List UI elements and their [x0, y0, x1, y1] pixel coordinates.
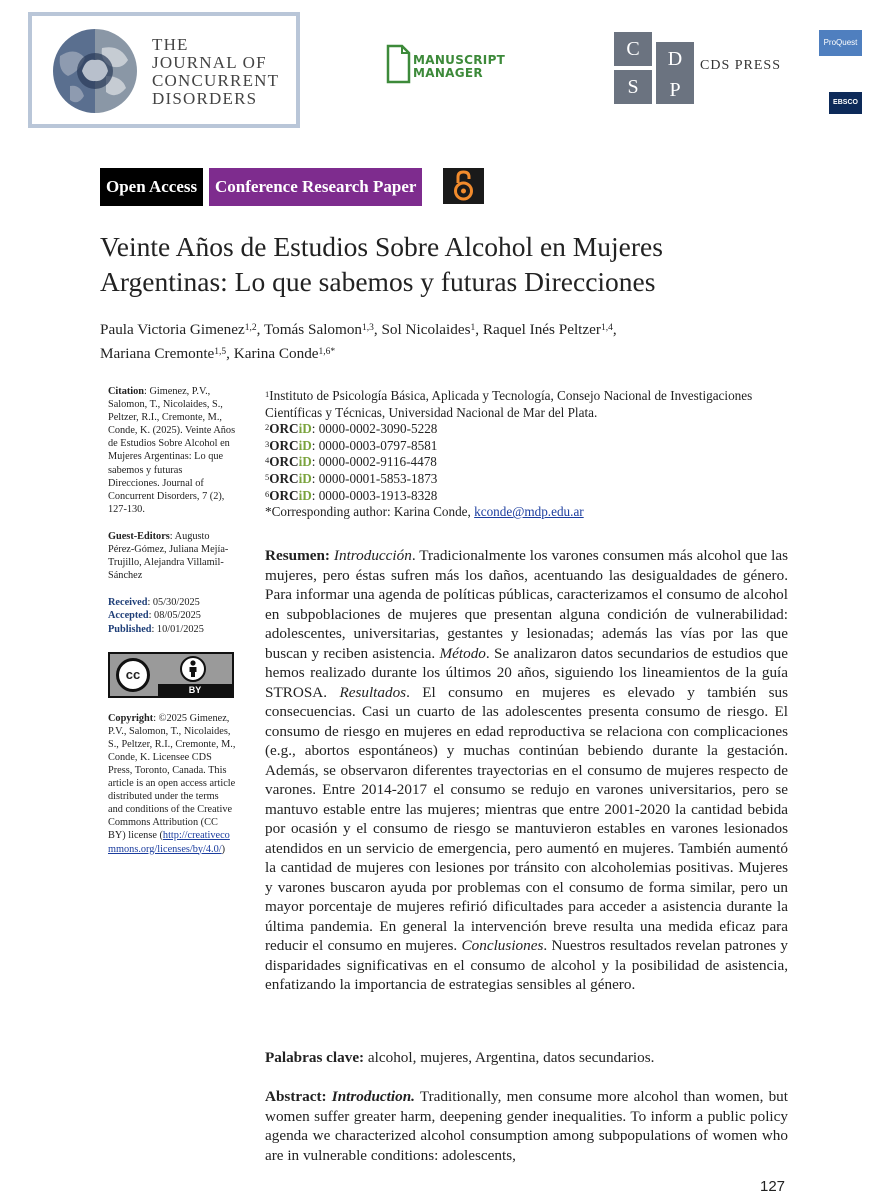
author-affil: 1,5 [214, 347, 227, 357]
orcid-label: ORC [269, 437, 299, 453]
author-sep: , [612, 321, 617, 338]
orcid-label: ORC [269, 421, 299, 437]
citation-text: : Gimenez, P.V., Salomon, T., Nicolaides, S., Peltzer, R.I., Cremonte, M., Conde, K. (2025). Veinte Años de Estudios Sobre Alcohol en Mujeres Argentinas: Lo que sabemos y futuras Direcciones. Journal of Concurrent Disorders, 7 (2), 127-130. [108, 386, 236, 515]
cds-letter: S [614, 70, 652, 104]
attribution-person-icon [180, 656, 206, 682]
mm-line: MANAGER [413, 66, 483, 80]
document-icon [385, 42, 411, 86]
accepted-date: : 08/05/2025 [148, 610, 201, 622]
received-label: Received [108, 597, 148, 609]
author-name: Karina Conde [233, 345, 319, 362]
article-sidebar [108, 385, 236, 870]
author-name: Mariana Cremonte [100, 345, 215, 362]
orcid-sup: 5 [265, 471, 270, 482]
resumen-paragraph [265, 546, 788, 995]
journal-name-line: DISORDERS [152, 89, 258, 108]
orcid-label: ORC [269, 470, 299, 486]
resumen-method: . Se analizaron datos secundarios de estudios que hemos realizado durante los últimos 20 años, siguiendo los lineamientos de la guía STROSA. [265, 644, 788, 701]
abstract-label: Abstract: [265, 1088, 327, 1105]
orcid-value: : 0000-0002-9116-4478 [311, 454, 437, 470]
orcid-value: : 0000-0002-3090-5228 [311, 421, 438, 437]
orcid-label: ORC [269, 487, 299, 503]
author-sep: , [256, 321, 264, 338]
cds-press-logo [614, 32, 694, 104]
author-affil: 1,4 [600, 323, 613, 333]
received-date: : 05/30/2025 [147, 597, 200, 609]
orcid-line [265, 488, 788, 505]
page-number: 127 [760, 1178, 786, 1195]
cc-by-license-badge[interactable] [108, 652, 234, 698]
citation-block [108, 385, 236, 516]
orcid-value: : 0000-0003-0797-8581 [311, 437, 438, 453]
author-affil: 1 [470, 323, 476, 333]
abstract-intro: Traditionally, men consume more alcohol than women, but women suffer greater harm, deepening gender inequalities. To inform a public policy agenda we characterized alcohol consumption among subpopulations of women who are in vulnerable conditions: adolescents, [265, 1088, 788, 1164]
ebsco-logo: EBSCO [829, 92, 862, 114]
cds-letter: D [656, 42, 694, 76]
orcid-line [265, 454, 788, 471]
orcid-id-label: iD [298, 421, 312, 437]
affiliation [265, 388, 788, 421]
keywords-paragraph [265, 1048, 788, 1068]
title-line: Veinte Años de Estudios Sobre Alcohol en Mujeres [100, 231, 663, 262]
author-sep: , [373, 321, 382, 338]
guest-editors-label: Guest-Editors [108, 530, 170, 542]
guest-editors-block [108, 530, 236, 582]
resumen-intro: . Tradicionalmente los varones consumen más alcohol que las mujeres, pero éstas sufren más los daños, acentuando las desigualdades de género. Para informar una agenda de políticas públicas, caracterizamos el consumo de alcohol en subpoblaciones de mujeres que presentan alguna condición de vulnerabilidad: adolescentes, universitarias, gestantes y lesionadas; además las vías por las que buscan y reciben asistencia. [265, 547, 788, 662]
globe-brain-icon [50, 26, 140, 116]
paper-type-badge: Conference Research Paper [209, 168, 422, 206]
copyright-block: Copyright: ©2025 Gimenez, P.V., Salomon, T., Nicolaides, S., Peltzer, R.I., Cremonte, M., Conde, K. Licensee CDS Press, Toronto, Canada. This article is an open access article distributed under the terms and conditions of the Creative Commons Attribution (CC BY) license (http://creativecommons.org/licenses/by/4.0/) [108, 712, 236, 855]
accepted-label: Accepted [108, 610, 149, 622]
article-title [100, 229, 800, 299]
copyright-text: : ©2025 Gimenez, P.V., Salomon, T., Nicolaides, S., Peltzer, R.I., Cremonte, M., Conde, K. Licensee CDS Press, Toronto, Canada. This article is an open access article distributed under the terms and conditions of the Creative Commons Attribution (CC BY) license [108, 712, 236, 842]
author-list [100, 318, 800, 366]
abstract-paragraph [265, 1087, 788, 1165]
cds-press-text: CDS PRESS [700, 58, 781, 73]
resumen-conclusions: . Nuestros resultados revelan patrones y disparidades significativas en el consumo de alcohol y la posibilidad de asistencia, enfatizando la importancia de estrategias sensibles al género. [265, 937, 788, 993]
abstract-intro-label: Introduction. [331, 1088, 415, 1105]
orcid-id-label: iD [298, 454, 312, 470]
proquest-logo: ProQuest [819, 30, 862, 56]
journal-name-line: CONCURRENT [152, 71, 280, 90]
by-label: BY [158, 684, 232, 696]
orcid-label: ORC [269, 454, 299, 470]
orcid-id-label: iD [298, 487, 312, 503]
orcid-line [265, 421, 788, 438]
journal-name-line: JOURNAL OF [152, 53, 267, 72]
journal-logo [28, 12, 300, 128]
cds-letter: P [656, 76, 694, 104]
author-name: Tomás Salomon [263, 321, 363, 338]
published-label: Published [108, 623, 152, 635]
manuscript-manager-logo [385, 40, 505, 90]
title-line: Argentinas: Lo que sabemos y futuras Direcciones [100, 266, 656, 297]
manuscript-manager-text [413, 54, 505, 80]
orcid-id-label: iD [298, 470, 312, 486]
cc-icon: cc [116, 658, 150, 692]
orcid-sup: 4 [265, 455, 270, 466]
keywords-text: alcohol, mujeres, Argentina, datos secundarios. [364, 1049, 655, 1066]
author-name: Sol Nicolaides [381, 321, 471, 338]
orcid-value: : 0000-0001-5853-1873 [311, 470, 438, 486]
resumen-label: Resumen: [265, 547, 330, 564]
affiliation-text: Instituto de Psicología Básica, Aplicada y Tecnología, Consejo Nacional de Investigaciones Científicas y Técnicas, Universidad Nacional de Mar del Plata. [265, 388, 753, 420]
author-sep: , [226, 345, 234, 362]
open-access-badge: Open Access [100, 168, 203, 206]
orcid-id-label: iD [298, 437, 312, 453]
orcid-sup: 6 [265, 488, 270, 499]
journal-name [152, 36, 279, 108]
affiliations-block [265, 388, 788, 521]
author-name: Raquel Inés Peltzer [482, 321, 601, 338]
corresponding-email-link[interactable]: kconde@mdp.edu.ar [474, 504, 584, 520]
resumen-results: . El consumo en mujeres es elevado y también sus consecuencias. Casi un cuarto de las adolescentes presenta consumo de riesgo. El consumo de riesgo en mujeres en edad reproductiva se relaciona con complicaciones (e.g., abortos espontáneos) y muchas continúan bebiendo durante la gestación. Además, se observaron diferentes trayectorias en el consumo de mujeres respecto de varones. Entre 2014-2017 el consumo se redujo en varones universitarios, pero se mantuvo estable entre las mujeres; mientras que entre 2001-2020 la cantidad bebida por ocasión y el consumo de riesgo se mantuvieron estables en varones lesionados atendidos en un servicio de emergencia, pero aumentó en mujeres. También aumentó la cantidad de mujeres con lesiones por tránsito con alcoholemias positivas. Mujeres y varones buscaron ayuda por problemas con el consumo de forma similar, pero un mayor porcentaje de mujeres refirió dificultades para acceder a asistencia durante la última pandemia. En general la intervención breve resulta una medida eficaz para reducir el consumo en mujeres. [265, 683, 788, 954]
dates-block [108, 596, 236, 635]
resumen-conclusions-label: Conclusiones [461, 937, 544, 954]
corresponding-text: *Corresponding author: Karina Conde, [265, 504, 475, 520]
published-date: : 10/01/2025 [151, 623, 204, 635]
guest-editors-text: : Augusto Pérez-Gómez, Juliana Mejía-Trujillo, Alejandra Villamil-Sánchez [108, 530, 229, 582]
orcid-value: : 0000-0003-1913-8328 [311, 487, 438, 503]
corresponding-author [265, 504, 788, 521]
journal-name-line: THE [152, 35, 189, 54]
copyright-label: Copyright [108, 712, 154, 724]
author-affil: 1,6* [318, 347, 336, 357]
cds-letter: C [614, 32, 652, 66]
citation-label: Citation [108, 386, 145, 397]
keywords-label: Palabras clave: [265, 1049, 365, 1066]
resumen-results-label: Resultados [339, 683, 407, 701]
author-affil: 1,2 [244, 323, 257, 333]
license-link[interactable]: http://creativecommons.org/licenses/by/4.0/ [108, 830, 230, 855]
orcid-line [265, 438, 788, 455]
orcid-sup: 3 [265, 438, 270, 449]
resumen-intro-label: Introducción [333, 547, 412, 564]
orcid-line [265, 471, 788, 488]
mm-line: MANUSCRIPT [413, 53, 506, 67]
author-name: Paula Victoria Gimenez [100, 321, 245, 338]
resumen-method-label: Método [439, 644, 486, 662]
open-access-lock-icon [443, 168, 484, 204]
affiliation-sup: 1 [265, 389, 270, 399]
author-sep: , [475, 321, 483, 338]
author-affil: 1,3 [362, 323, 374, 333]
orcid-sup: 2 [265, 422, 270, 433]
